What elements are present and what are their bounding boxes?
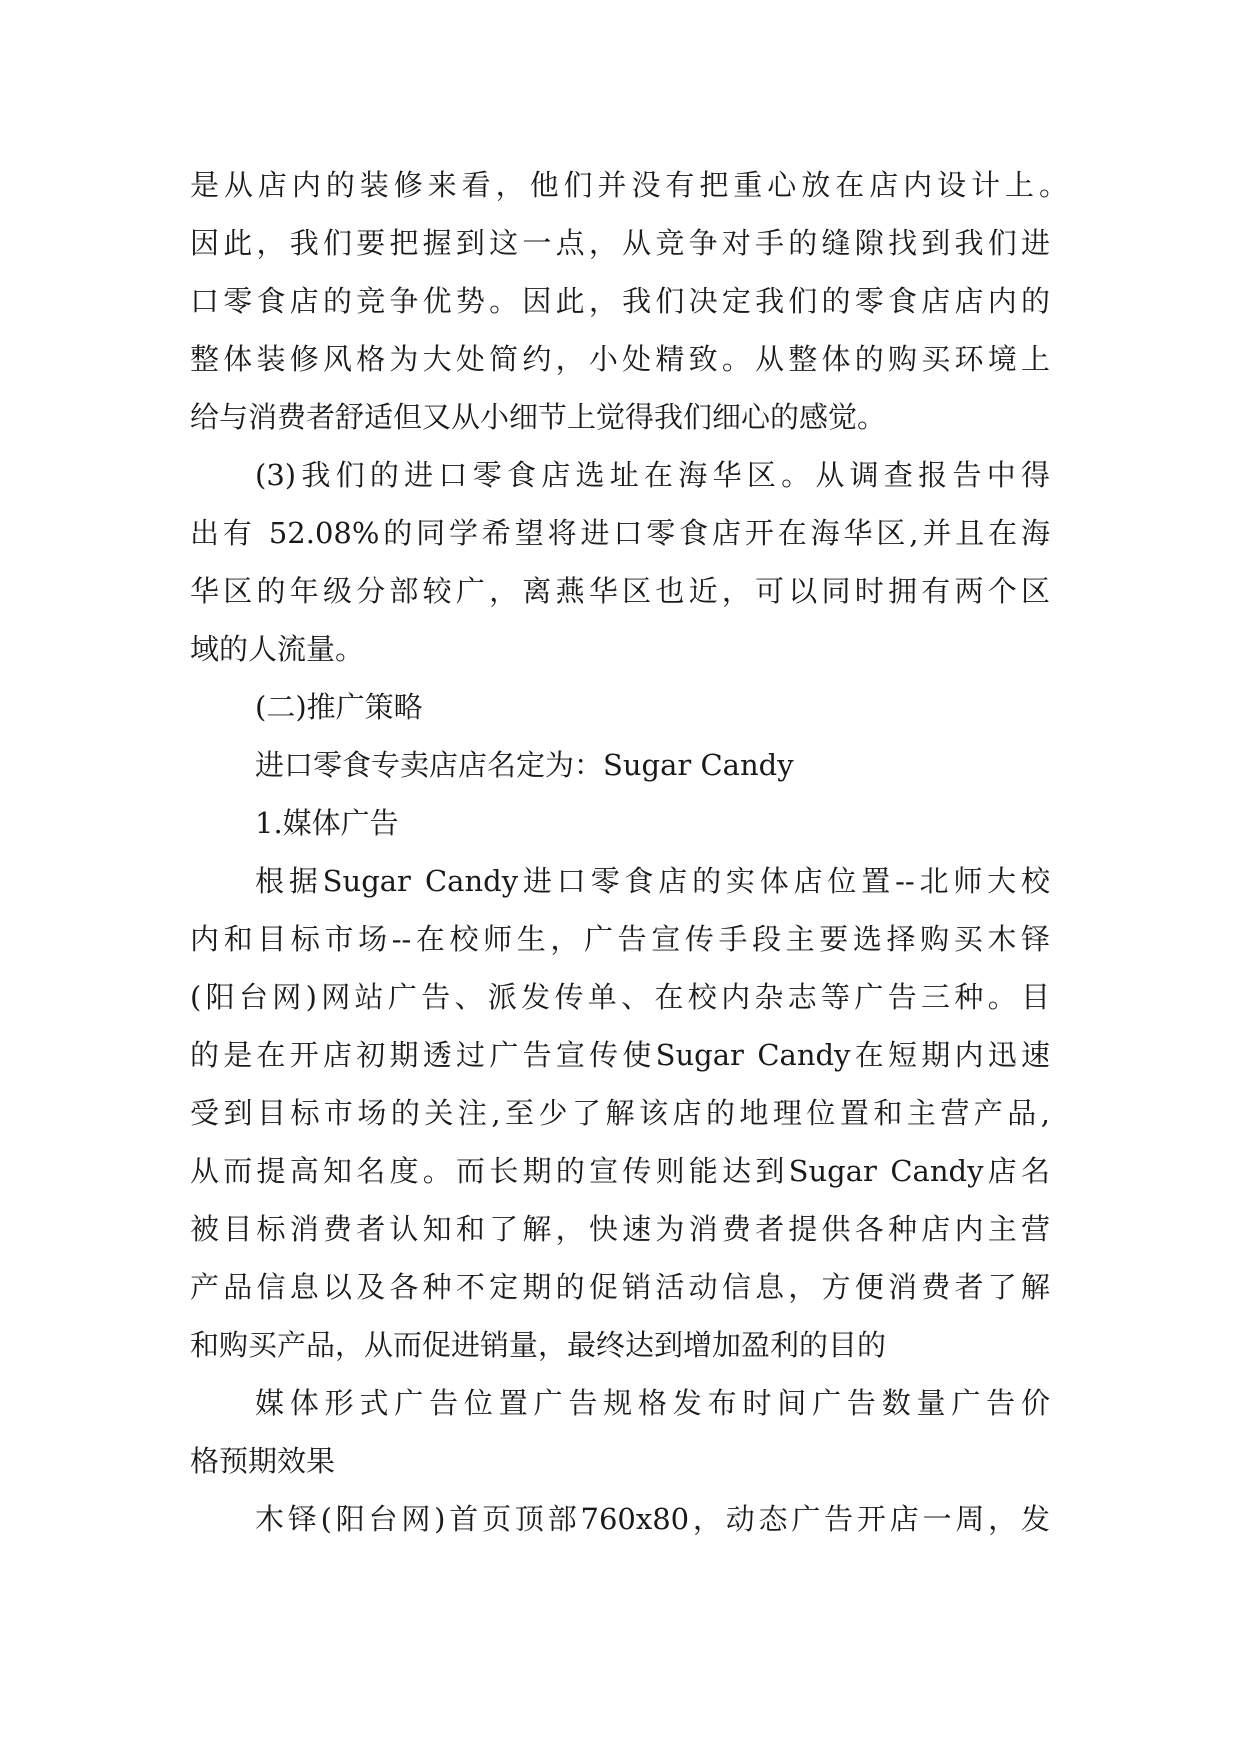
text-line-9: 域的人流量。 [190,632,365,666]
text-line-15: (阳台网)网站广告、派发传单、在校内杂志等广告三种。目 [190,980,1050,1014]
text-line-24: 木铎(阳台网)首页顶部760x80，动态广告开店一周，发 [255,1502,1050,1536]
text-line-16: 的是在开店初期透过广告宣传使Sugar Candy在短期内迅速 [190,1038,1050,1072]
text-line-6: (3)我们的进口零食店选址在海华区。从调查报告中得 [255,458,1050,492]
subheading-media-ads: 1.媒体广告 [255,806,399,840]
text-line-5: 给与消费者舒适但又从小细节上觉得我们细心的感觉。 [190,400,887,434]
text-line-23: 格预期效果 [190,1444,336,1478]
text-line-18: 从而提高知名度。而长期的宣传则能达到Sugar Candy店名 [190,1154,1050,1188]
text-line-3: 口零食店的竞争优势。因此，我们决定我们的零食店店内的 [190,284,1050,318]
text-line-20: 产品信息以及各种不定期的促销活动信息，方便消费者了解 [190,1270,1050,1304]
text-line-11: 进口零食专卖店店名定为：Sugar Candy [255,748,794,782]
text-line-14: 内和目标市场--在校师生，广告宣传手段主要选择购买木铎 [190,922,1050,956]
section-heading-promotion: (二)推广策略 [255,690,423,724]
text-line-8: 华区的年级分部较广，离燕华区也近，可以同时拥有两个区 [190,574,1050,608]
text-line-13: 根据Sugar Candy进口零食店的实体店位置--北师大校 [255,864,1050,898]
text-line-21: 和购买产品，从而促进销量，最终达到增加盈利的目的 [190,1328,887,1362]
text-line-19: 被目标消费者认知和了解，快速为消费者提供各种店内主营 [190,1212,1050,1246]
text-line-22: 媒体形式广告位置广告规格发布时间广告数量广告价 [255,1386,1050,1420]
text-line-1: 是从店内的装修来看，他们并没有把重心放在店内设计上。 [190,168,1068,202]
text-line-17: 受到目标市场的关注,至少了解该店的地理位置和主营产品, [190,1096,1050,1130]
text-line-4: 整体装修风格为大处简约，小处精致。从整体的购买环境上 [190,342,1050,376]
text-line-2: 因此，我们要把握到这一点，从竞争对手的缝隙找到我们进 [190,226,1050,260]
text-line-7: 出有 52.08%的同学希望将进口零食店开在海华区,并且在海 [190,516,1050,550]
